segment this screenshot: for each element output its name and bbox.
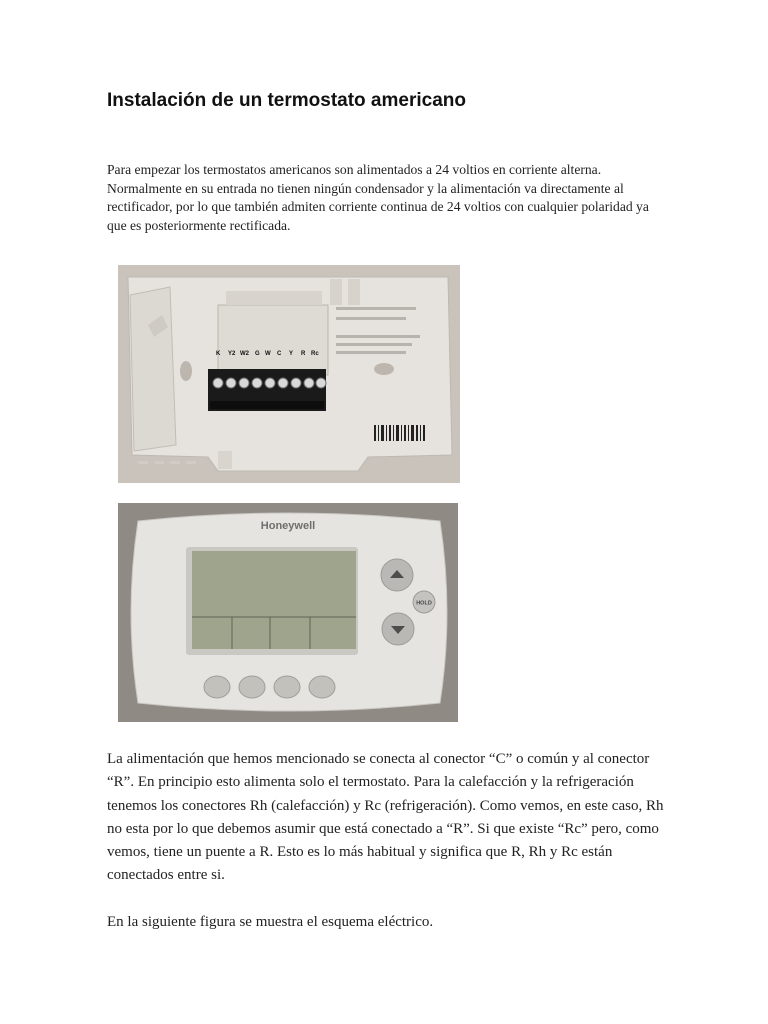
terminal-label: R — [301, 351, 306, 357]
wallplate-photo — [118, 265, 460, 483]
terminal-label: Rc — [311, 351, 319, 357]
soft-button-3[interactable] — [274, 676, 300, 698]
soft-button-2[interactable] — [239, 676, 265, 698]
figure-intro-paragraph: En la siguiente figura se muestra el esquema eléctrico. — [107, 914, 434, 930]
soft-button-1[interactable] — [204, 676, 230, 698]
brand-logo: Honeywell — [260, 520, 316, 532]
page-title: Instalación de un termostato americano — [107, 90, 466, 111]
terminal-label: G — [255, 351, 260, 357]
soft-button-4[interactable] — [309, 676, 335, 698]
terminal-label: Y2 — [228, 351, 236, 357]
power-paragraph: La alimentación que hemos mencionado se conecta al conector “C” o común y al conector “R”. En principio esto alimenta solo el termostato. Para la calefacción y la refrigeración tenemos los conectores Rh (calefacción) y Rc (refrigeración). Como vemos, en este caso, Rh no esta por lo que debemos asumir que está conectado a “R”. Si que existe “Rc” pero, como vemos, tiene un puente a R. Esto es lo más habitual y significa que R, Rh y Rc están conectados entre si. — [107, 751, 664, 884]
hold-label: HOLD — [416, 600, 432, 607]
lcd-screen — [192, 551, 356, 649]
thermostat-photo — [118, 503, 458, 722]
terminal-label: Y — [289, 351, 294, 357]
terminal-label: C — [277, 351, 282, 357]
terminal-label: K — [216, 351, 221, 357]
terminal-label: W2 — [240, 351, 249, 357]
terminal-label: W — [265, 351, 271, 357]
intro-paragraph: Para empezar los termostatos americanos son alimentados a 24 voltios en corriente alterna. Normalmente en su entrada no tienen ningún condensador y la alimentación va directamente al rectificador, por lo que también admiten corriente continua de 24 voltios con cualquier polaridad ya que es posteriormente rectificada. — [107, 162, 649, 233]
